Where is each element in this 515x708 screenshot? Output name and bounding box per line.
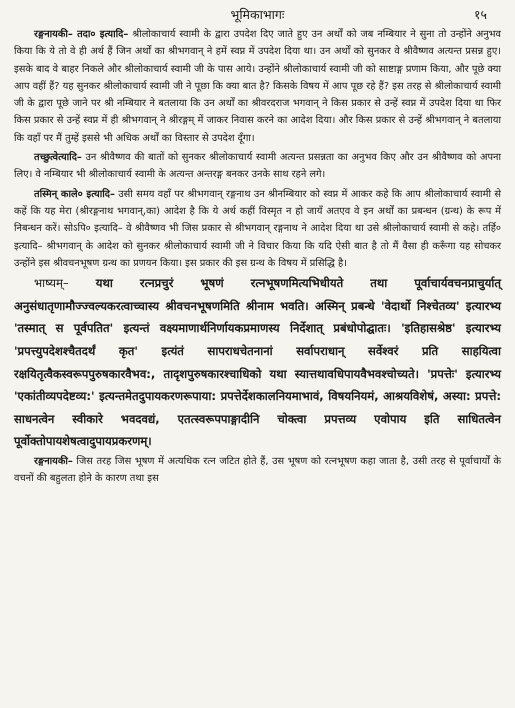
paragraph-text: श्रीलोकाचार्य स्वामी के द्वारा उपदेश दिए जाते हुए उन अर्थों को जब नम्बियार ने सुना तो उन्होंने अनुभव किया कि ये तो वे ही अर्थ हैं जिन अर्थों का श्रीभगवान् ने हमें स्वप्न में उपदेश दिया था। उन अर्थों को सुनकर वे श्रीवैष्णव अत्यन्त प्रसन्न हुए। इसके बाद वे बाहर निकले और श्रीलोकाचार्य स्वामी जी के पास आये। उन्होंने श्रीलोकाचार्य स्वामी जी को साष्टाङ्ग प्रणाम किया, और पूछे क्या आप वहीं हैं? यह सुनकर श्रीलोकाचार्य स्वामी जी ने पूछा कि क्या बात है? किसके विषय में आप पूछ रहे हैं? इस तरह से श्रीलोकाचार्य स्वामी जी के द्वारा पूछे जाने पर श्री नम्बियार ने बतलाया कि उन अर्थों का श्रीवरदराज भगवान् ने किस प्रकार से उन्हें स्वप्न में उपदेश दिया था फिर किस प्रकार से उन्हें स्वप्न में ही श्रीभगवान् ने श्रीरङ्गम् में जाकर निवास करने का आदेश दिया। और किस प्रकार से उन्हें श्रीभगवान् ने बतलाया कि वहाँ पर मैं तुम्हें इससे भी अधिक अर्थों का विस्तार से उपदेश दूँगा।	[14, 29, 502, 144]
running-title: भूमिकाभागः	[230, 7, 285, 22]
paragraph-text: उन श्रीवैष्णव की बातों को सुनकर श्रीलोकाचार्य स्वामी अत्यन्त प्रसन्नता का अनुभव किए और उन श्रीवैष्णव को अपना लिए। वे नम्बियार भी श्रीलोकाचार्य स्वामी के अत्यन्त अन्तरङ्ग बनकर उनके साथ रहने लगे।	[14, 152, 501, 181]
paragraph-lead: रङ्गनायकी– तदा० इत्यादि–	[34, 29, 129, 40]
paragraph-lead: तस्मिन् काले० इत्यादि–	[34, 188, 115, 200]
paragraph-1	[14, 26, 501, 147]
paragraph-final	[14, 453, 501, 488]
page-header	[14, 4, 501, 26]
bhashya-text: यथा रत्नप्रचुरं भूषणं रत्नभूषणमित्यभिधीयते तथा पूर्वाचार्यवचनप्राचुर्यात् अनुसंधातृणामौज्ज्वल्यकरत्वाच्चास्य श्रीवचनभूषणमिति श्रीनाम भवति। अस्मिन् प्रबन्धे 'वेदार्थो निश्चेतव्य' इत्यारभ्य 'तस्मात् स पूर्वपतित' इत्यन्तं वक्ष्यमाणार्थनिर्णायकप्रमाणस्य निर्देशात् प्रबंधोपोद्घातः। 'इतिहासश्रेष्ठ' इत्यारभ्य 'प्रपत्त्युपदेशश्चैतदर्थं कृत' इत्यंतं सापराधचेतनानां सर्वापराधान् सर्वेश्वरं प्रति साहयित्वा रक्षयितृत्वैकस्वरूपपुरुषकारवैभव:, तादृशपुरुषकारश्चाधिको यथा स्यात्तथावधिपायवैभवश्चोच्यते। 'प्रपत्तेः' इत्यारभ्य 'एकांतीव्यपदेष्टव्य:' इत्यन्तमेतदुपायकरणरूपाया: प्रपत्तेर्देशकालनियमाभावं, विषयनियमं, आश्रयविशेषं, अस्या: प्रपत्ते: साधनत्वेन स्वीकारे भवदवद्यं, एतत्स्वरूपपाङ्गादीनि चोक्त्वा प्रपत्तव्य एवोपाय इति साधितत्वेन पूर्वोक्तोपायशेषत्वादुपायप्रकरणम्।	[14, 276, 501, 449]
bhashya-lead: भाष्यम्–	[34, 276, 69, 291]
paragraph-text: उसी समय वहाँ पर श्रीभगवान् रङ्गनाथ उन श्रीनम्बियार को स्वप्न में आकर कहे कि आप श्रीलोकाचार्य स्वामी से कहें कि यह मेरा (श्रीरङ्गनाथ भगवान्‌,का) आदेश है कि ये अर्थ कहीं विस्मृत न हो जायँ अतएव वे इन अर्थों का प्रबन्धन (ग्रन्थ) के रूप में निबन्धन करें। सोऽपि० इत्यादि– वे श्रीवैष्णव भी जिस प्रकार से श्रीभगवान् रङ्गनाथ ने आदेश दिया था उसे श्रीलोकाचार्य स्वामी से कहे। तर्हि० इत्यादि– श्रीभगवान् के आदेश को सुनकर श्रीलोकाचार्य स्वामी जी ने विचार किया कि यदि ऐसी बात है तो मैं वैसा ही करूँगा यह सोचकर उन्होंने इस श्रीवचनभूषण ग्रन्थ का प्रणयन किया। इस प्रकार की इस ग्रन्थ के विषय में प्रसिद्धि है।	[14, 188, 502, 269]
page-number: १५	[473, 7, 487, 22]
paragraph-text: जिस तरह जिस भूषण में अत्यधिक रत्न जटित होते हैं, उस भूषण को रत्नभूषण कहा जाता है, उसी तरह से पूर्वाचार्यों के वचनों की बहुलता होने के कारण तथा इस	[14, 455, 501, 485]
bhashya-block	[14, 272, 501, 453]
paragraph-lead: रङ्गनायकी–	[34, 455, 73, 467]
paragraph-2	[14, 149, 501, 184]
paragraph-3	[14, 186, 501, 272]
paragraph-lead: तच्छुत्वेत्यादि–	[34, 152, 82, 164]
